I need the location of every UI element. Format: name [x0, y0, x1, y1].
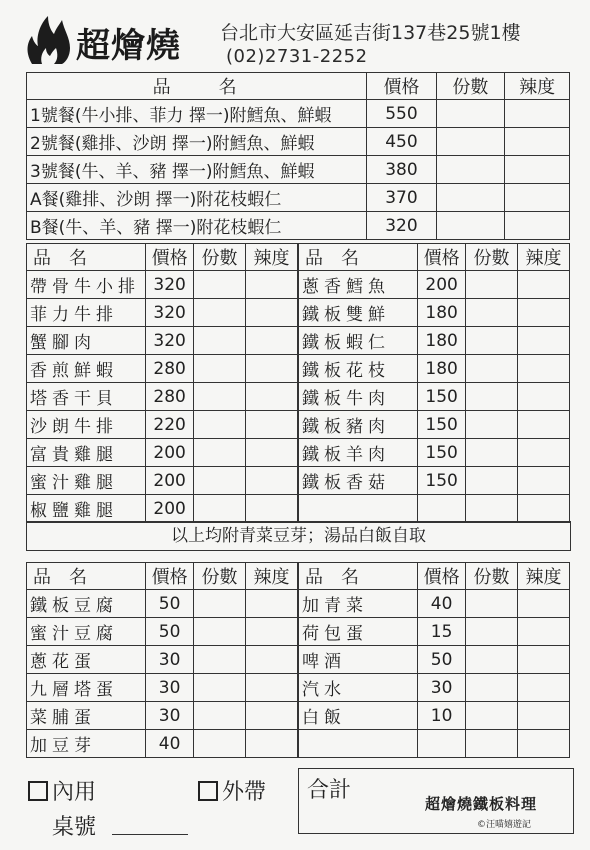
item-name: 鐵板豆腐 [27, 590, 146, 618]
item-name: 香煎鮮蝦 [27, 355, 146, 383]
qty-cell[interactable] [194, 495, 246, 523]
qty-cell[interactable] [466, 467, 518, 495]
header-name: 品名 [298, 244, 418, 271]
item-price: 30 [146, 646, 194, 674]
table-row [27, 411, 570, 439]
qty-cell[interactable] [194, 355, 246, 383]
table-row [27, 271, 570, 299]
item-price: 50 [418, 646, 466, 674]
table-row [27, 100, 570, 128]
item-name: 汽水 [298, 674, 418, 702]
header-qty: 份數 [436, 73, 505, 100]
qty-cell[interactable] [194, 299, 246, 327]
total-label: 合計 [307, 778, 352, 803]
spice-cell[interactable] [246, 618, 298, 646]
header-price: 價格 [418, 563, 466, 590]
header-qty: 份數 [194, 244, 246, 271]
item-name: 富貴雞腿 [27, 439, 146, 467]
spice-cell[interactable] [246, 646, 298, 674]
total-box[interactable] [298, 768, 574, 834]
qty-cell[interactable] [466, 646, 518, 674]
item-name: 九層塔蛋 [27, 674, 146, 702]
spice-cell[interactable] [505, 212, 570, 240]
item-price: 150 [418, 411, 466, 439]
item-price: 150 [418, 467, 466, 495]
table-number-label: 桌號 [52, 815, 97, 840]
item-name: 蟹腳肉 [27, 327, 146, 355]
spice-cell[interactable] [246, 674, 298, 702]
item-price: 40 [146, 730, 194, 758]
table-row [27, 212, 570, 240]
header-price: 價格 [418, 244, 466, 271]
spice-cell[interactable] [518, 730, 570, 758]
table-row [27, 467, 570, 495]
item-price: 50 [146, 618, 194, 646]
spice-cell[interactable] [246, 299, 298, 327]
item-price: 40 [418, 590, 466, 618]
item-name [298, 730, 418, 758]
item-name: 鐵板花枝 [298, 355, 418, 383]
item-name: 蔥花蛋 [27, 646, 146, 674]
set-price: 450 [367, 128, 436, 156]
dine-in-option[interactable] [28, 775, 96, 806]
logo [24, 8, 214, 68]
spice-cell[interactable] [246, 439, 298, 467]
header-spice: 辣度 [246, 244, 298, 271]
item-price [418, 730, 466, 758]
qty-cell[interactable] [466, 730, 518, 758]
item-name: 塔香干貝 [27, 383, 146, 411]
table-row [27, 383, 570, 411]
item-price: 30 [146, 702, 194, 730]
item-price: 200 [146, 495, 194, 523]
spice-cell[interactable] [518, 467, 570, 495]
item-name: 白飯 [298, 702, 418, 730]
qty-cell[interactable] [436, 156, 505, 184]
item-name: 椒鹽雞腿 [27, 495, 146, 523]
spice-cell[interactable] [518, 327, 570, 355]
spice-cell[interactable] [518, 439, 570, 467]
qty-cell[interactable] [194, 702, 246, 730]
item-name: 鐵板羊肉 [298, 439, 418, 467]
item-name: 鐵板豬肉 [298, 411, 418, 439]
brand-name: 超燴燒 [76, 26, 181, 66]
spice-cell[interactable] [518, 299, 570, 327]
qty-cell[interactable] [466, 299, 518, 327]
table-row [27, 156, 570, 184]
item-name: 蔥香鱈魚 [298, 271, 418, 299]
table-row [27, 646, 570, 674]
spice-cell[interactable] [518, 646, 570, 674]
spice-cell[interactable] [518, 383, 570, 411]
spice-cell[interactable] [246, 467, 298, 495]
header-qty: 份數 [194, 563, 246, 590]
spice-cell[interactable] [246, 355, 298, 383]
set-price: 320 [367, 212, 436, 240]
item-name: 啤酒 [298, 646, 418, 674]
qty-cell[interactable] [436, 100, 505, 128]
header-qty: 份數 [466, 563, 518, 590]
watermark-credit: ©汪喵嬉遊記 [477, 820, 532, 830]
qty-cell[interactable] [466, 495, 518, 523]
spice-cell[interactable] [518, 590, 570, 618]
item-name: 菲力牛排 [27, 299, 146, 327]
item-name: 加豆芽 [27, 730, 146, 758]
address: 台北市大安區延吉街137巷25號1樓 [220, 22, 521, 44]
dine-in-label: 內用 [52, 780, 97, 805]
sides-header [27, 563, 570, 590]
spice-cell[interactable] [518, 271, 570, 299]
item-price: 180 [418, 327, 466, 355]
takeout-option[interactable] [198, 775, 266, 806]
spice-cell[interactable] [518, 355, 570, 383]
table-row [27, 590, 570, 618]
item-name: 荷包蛋 [298, 618, 418, 646]
set-name: 2號餐(雞排、沙朗 擇一)附鱈魚、鮮蝦 [27, 128, 367, 156]
phone-number: (02)2731-2252 [226, 46, 368, 67]
table-row [27, 128, 570, 156]
qty-cell[interactable] [466, 327, 518, 355]
qty-cell[interactable] [194, 383, 246, 411]
table-row [27, 355, 570, 383]
table-row [27, 439, 570, 467]
item-price: 180 [418, 355, 466, 383]
spice-cell[interactable] [518, 674, 570, 702]
qty-cell[interactable] [194, 674, 246, 702]
header-spice: 辣度 [518, 563, 570, 590]
item-price: 150 [418, 383, 466, 411]
item-name: 鐵板雙鮮 [298, 299, 418, 327]
spice-cell[interactable] [505, 156, 570, 184]
spice-cell[interactable] [246, 730, 298, 758]
qty-cell[interactable] [466, 383, 518, 411]
table-row [27, 184, 570, 212]
set-name: A餐(雞排、沙朗 擇一)附花枝蝦仁 [27, 184, 367, 212]
set-name: B餐(牛、羊、豬 擇一)附花枝蝦仁 [27, 212, 367, 240]
header-price: 價格 [146, 244, 194, 271]
qty-cell[interactable] [194, 590, 246, 618]
item-name: 帶骨牛小排 [27, 271, 146, 299]
item-name: 鐵板蝦仁 [298, 327, 418, 355]
item-price: 50 [146, 590, 194, 618]
qty-cell[interactable] [194, 327, 246, 355]
qty-cell[interactable] [194, 730, 246, 758]
table-row [27, 730, 570, 758]
item-name: 加青菜 [298, 590, 418, 618]
qty-cell[interactable] [466, 618, 518, 646]
table-row [27, 495, 570, 523]
item-name: 鐵板香菇 [298, 467, 418, 495]
qty-cell[interactable] [194, 439, 246, 467]
item-name: 蜜汁雞腿 [27, 467, 146, 495]
item-price: 30 [146, 674, 194, 702]
header-price: 價格 [146, 563, 194, 590]
table-row [27, 674, 570, 702]
takeout-checkbox[interactable] [198, 781, 218, 801]
item-price: 320 [146, 271, 194, 299]
spice-cell[interactable] [518, 618, 570, 646]
item-price: 320 [146, 299, 194, 327]
item-price [418, 495, 466, 523]
spice-cell[interactable] [246, 383, 298, 411]
dine-in-checkbox[interactable] [28, 781, 48, 801]
header-name: 品名 [298, 563, 418, 590]
header-name: 品 名 [27, 73, 367, 100]
spice-cell[interactable] [246, 495, 298, 523]
item-name: 菜脯蛋 [27, 702, 146, 730]
qty-cell[interactable] [194, 411, 246, 439]
qty-cell[interactable] [466, 271, 518, 299]
qty-cell[interactable] [436, 128, 505, 156]
item-price: 180 [418, 299, 466, 327]
header-price: 價格 [367, 73, 436, 100]
table-row [27, 618, 570, 646]
spice-cell[interactable] [505, 128, 570, 156]
item-price: 200 [146, 439, 194, 467]
sides-table [26, 562, 570, 758]
included-note: 以上均附青菜豆芽；湯品白飯自取 [26, 521, 571, 551]
item-price: 220 [146, 411, 194, 439]
spice-cell[interactable] [246, 327, 298, 355]
set-price: 550 [367, 100, 436, 128]
qty-cell[interactable] [466, 411, 518, 439]
set-name: 3號餐(牛、羊、豬 擇一)附鱈魚、鮮蝦 [27, 156, 367, 184]
set-name: 1號餐(牛小排、菲力 擇一)附鱈魚、鮮蝦 [27, 100, 367, 128]
table-number-field[interactable] [112, 834, 188, 835]
set-price: 380 [367, 156, 436, 184]
header-name: 品名 [27, 563, 146, 590]
table-row [27, 702, 570, 730]
flame-icon [24, 10, 74, 66]
set-meal-table [26, 72, 570, 240]
set-price: 370 [367, 184, 436, 212]
qty-cell[interactable] [194, 467, 246, 495]
qty-cell[interactable] [466, 702, 518, 730]
qty-cell[interactable] [194, 646, 246, 674]
item-price: 30 [418, 674, 466, 702]
item-name [298, 495, 418, 523]
table-row [27, 299, 570, 327]
item-name: 蜜汁豆腐 [27, 618, 146, 646]
item-name: 沙朗牛排 [27, 411, 146, 439]
spice-cell[interactable] [246, 590, 298, 618]
item-price: 200 [418, 271, 466, 299]
item-price: 320 [146, 327, 194, 355]
qty-cell[interactable] [466, 590, 518, 618]
item-price: 10 [418, 702, 466, 730]
header-spice: 辣度 [246, 563, 298, 590]
set-meal-header [27, 73, 570, 100]
item-price: 280 [146, 383, 194, 411]
spice-cell[interactable] [518, 495, 570, 523]
qty-cell[interactable] [466, 439, 518, 467]
header-qty: 份數 [466, 244, 518, 271]
item-price: 280 [146, 355, 194, 383]
takeout-label: 外帶 [222, 780, 267, 805]
qty-cell[interactable] [194, 618, 246, 646]
spice-cell[interactable] [246, 271, 298, 299]
spice-cell[interactable] [505, 100, 570, 128]
qty-cell[interactable] [466, 674, 518, 702]
spice-cell[interactable] [246, 702, 298, 730]
header-spice: 辣度 [518, 244, 570, 271]
qty-cell[interactable] [466, 355, 518, 383]
table-row [27, 327, 570, 355]
spice-cell[interactable] [246, 411, 298, 439]
item-name: 鐵板牛肉 [298, 383, 418, 411]
restaurant-name: 超燴燒鐵板料理 [425, 795, 538, 813]
item-price: 150 [418, 439, 466, 467]
header-spice: 辣度 [505, 73, 570, 100]
qty-cell[interactable] [436, 184, 505, 212]
qty-cell[interactable] [194, 271, 246, 299]
item-price: 200 [146, 467, 194, 495]
a-la-carte-header [27, 244, 570, 271]
header-name: 品名 [27, 244, 146, 271]
spice-cell[interactable] [518, 411, 570, 439]
item-price: 15 [418, 618, 466, 646]
spice-cell[interactable] [505, 184, 570, 212]
a-la-carte-table [26, 243, 570, 523]
spice-cell[interactable] [518, 702, 570, 730]
qty-cell[interactable] [436, 212, 505, 240]
